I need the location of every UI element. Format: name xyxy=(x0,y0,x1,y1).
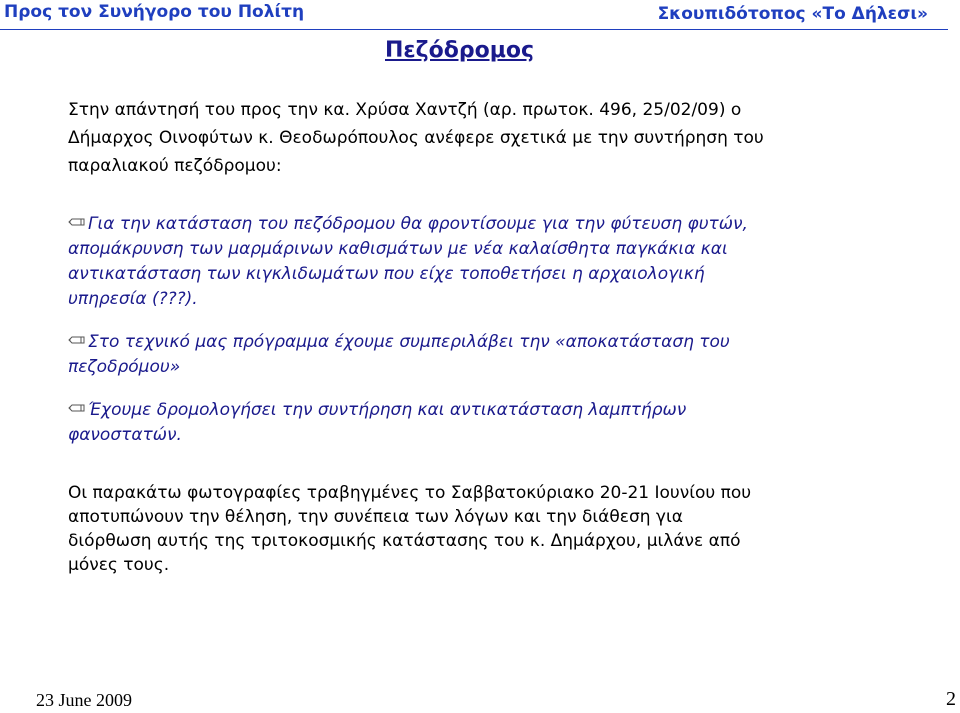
intro-paragraph xyxy=(68,96,768,180)
header-left-title: Προς τον Συνήγορο του Πολίτη xyxy=(4,2,305,22)
bullet-item xyxy=(68,398,768,448)
bullet-item xyxy=(68,212,768,312)
pencil-icon xyxy=(68,335,86,345)
pencil-icon xyxy=(68,217,86,227)
bullet-text: Για την κατάσταση του πεζόδρομου θα φροντίσουμε για την φύτευση φυτών, απομάκρυνση των μαρμάρινων καθισμάτων με νέα καλαίσθητα παγκάκια και αντικατάσταση των κιγκλιδωμάτων που είχε τοποθετήσει η αρχαιολογική υπηρεσία (???). xyxy=(68,214,748,309)
bullet-text: Έχουμε δρομολογήσει την συντήρηση και αντικατάσταση λαμπτήρων φανοστατών. xyxy=(68,400,687,445)
closing-text: Οι παρακάτω φωτογραφίες τραβηγμένες το Σαββατοκύριακο 20-21 Ιουνίου που αποτυπώνουν την θέληση, την συνέπεια των λόγων και την διάθεση για διόρθωση αυτής της τριτοκοσμικής κατάστασης του κ. Δημάρχου, μιλάνε από μόνες τους. xyxy=(68,483,752,575)
slide-title: Πεζόδρομος xyxy=(385,38,535,63)
closing-paragraph xyxy=(68,481,768,577)
pencil-icon xyxy=(68,403,86,413)
header-right-title: Σκουπιδότοπος «Το Δήλεσι» xyxy=(657,4,928,24)
footer-date: 23 June 2009 xyxy=(36,690,132,710)
bullet-item xyxy=(68,330,768,380)
page-number: 2 xyxy=(946,688,956,710)
intro-text: Στην απάντησή του προς την κα. Χρύσα Χαντζή (αρ. πρωτοκ. 496, 25/02/09) ο Δήμαρχος Οινοφύτων κ. Θεοδωρόπουλος ανέφερε σχετικά με την συντήρηση του παραλιακού πεζόδρομου: xyxy=(68,100,764,176)
slide-header xyxy=(0,0,960,30)
header-divider xyxy=(0,29,948,30)
bullet-list xyxy=(68,212,768,466)
bullet-text: Στο τεχνικό μας πρόγραμμα έχουμε συμπεριλάβει την «αποκατάσταση του πεζοδρόμου» xyxy=(68,332,730,377)
